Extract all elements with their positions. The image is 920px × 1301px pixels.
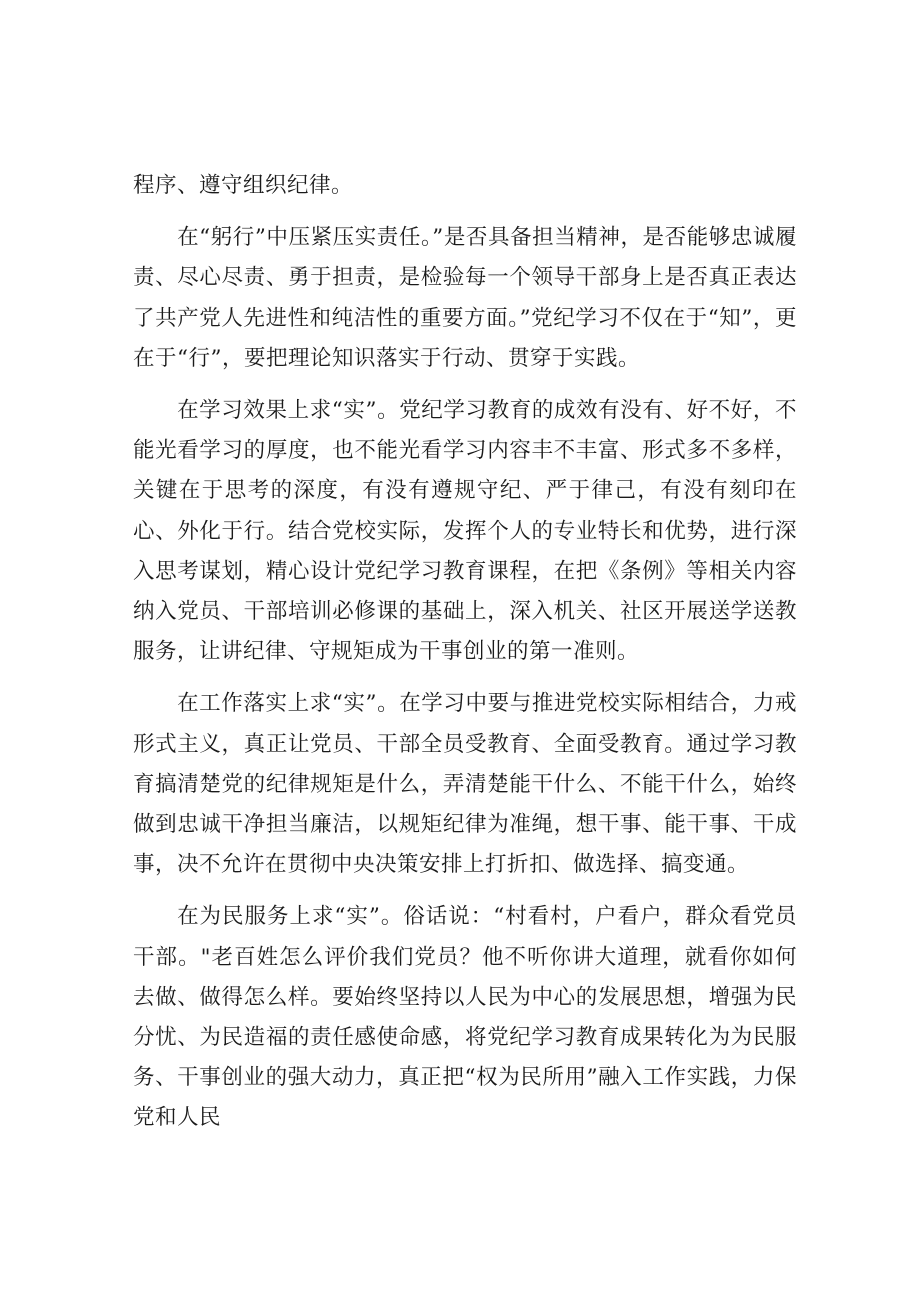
- paragraph-learning-effect: 在学习效果上求“实”。党纪学习教育的成效有没有、好不好，不能光看学习的厚度，也不能光看学习内容丰不丰富、形式多不多样，关键在于思考的深度，有没有遵规守纪、严于律己，有没有刻印在心、外化于行。结合党校实际，发挥个人的专业特长和优势，进行深入思考谋划，精心设计党纪学习教育课程，在把《条例》等相关内容纳入党员、干部培训必修课的基础上，深入机关、社区开展送学送教服务，让讲纪律、守规矩成为干事创业的第一准则。: [133, 398, 797, 665]
- paragraph-serving-people: 在为民服务上求“实”。俗话说：“村看村，户看户，群众看党员干部。"老百姓怎么评价我们党员？他不听你讲大道理，就看你如何去做、做得怎么样。要始终坚持以人民为中心的发展思想，增强为民分忧、为民造福的责任感使命感，将党纪学习教育成果转化为为民服务、干事创业的强大动力，真正把“权为民所用”融入工作实践，力保党和人民: [133, 904, 797, 1131]
- paragraph-continuation: 程序、遵守组织纪律。: [133, 173, 354, 198]
- paragraph-practice: 在“躬行”中压紧压实责任。”是否具备担当精神，是否能够忠诚履责、尽心尽责、勇于担责，是检验每一个领导干部身上是否真正表达了共产党人先进性和纯洁性的重要方面。”党纪学习不仅在于“知”，更在于“行”，要把理论知识落实于行动、贯穿于实践。: [133, 225, 797, 371]
- document-body: [133, 166, 797, 1151]
- paragraph-work-implementation: 在工作落实上求“实”。在学习中要与推进党校实际相结合，力戒形式主义，真正让党员、干部全员受教育、全面受教育。通过学习教育搞清楚党的纪律规矩是什么，弄清楚能干什么、不能干什么，始终做到忠诚干净担当廉洁，以规矩纪律为准绳，想干事、能干事、干成事，决不允许在贯彻中央决策安排上打折扣、做选择、搞变通。: [133, 691, 797, 878]
